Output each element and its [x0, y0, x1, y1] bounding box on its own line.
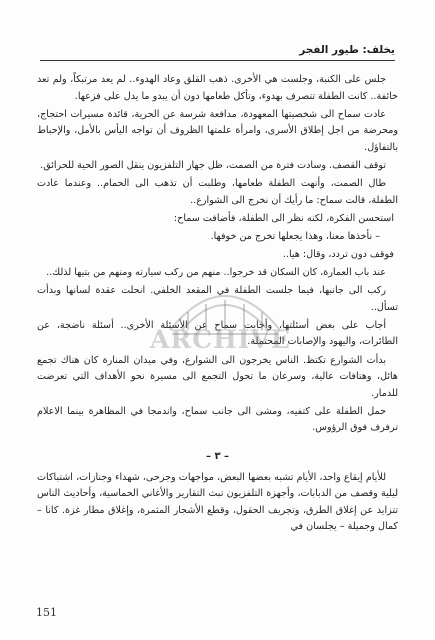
section-separator: – ٣ –: [205, 450, 230, 462]
paragraph: حمل الطفلة على كتفيه، ومشى الى جانب سماح، واندمجا في المظاهرة بينما الاعلام ترفرف فوق الرؤوس.: [37, 405, 398, 434]
paragraph: استحسن الفكرة، لكنه نظر الى الطفلة، فأضافت سماح:: [173, 212, 394, 224]
paragraph: بدأت الشوارع تكتظ. الناس يخرجون الى الشوارع، وفي ميدان المنارة كان هناك تجمع هائل، وهتافات عالية، وسرعان ما تحول التجمع الى مسيرة نحو الأهداف التي تعرضت للدمار.: [37, 354, 398, 399]
running-header: [40, 44, 395, 58]
paragraph: ركب الى جانبها، فيما جلست الطفلة في المقعد الخلفي. انحلت عقدة لسانها وبدأت تسأل..: [37, 285, 398, 313]
running-header-title: يخلف: طيور الفجر: [299, 44, 395, 56]
paragraph: أجاب على بعض أسئلتها، وأجابت سماح عن الأسئلة الأخرى.. أسئلة ناضجة، عن الطائرات، واليهود والإصابات المحتملة.: [37, 319, 398, 348]
paragraph: جلس على الكنبة، وجلست هي الأخرى. ذهب القلق وعاد الهدوء.. لم يعد مرتبكاً، ولم تعد خائفة.. كانت الطفلة تتصرف بهدوء، وتأكل طعامها دون أن يبدو ما يدل على فزعها.: [37, 74, 398, 102]
dialog-line: – نأخذها معنا، وهذا يجعلها تخرج من خوفها.: [210, 230, 380, 242]
header-divider: [40, 60, 395, 61]
page-body: [37, 72, 398, 537]
page-number: 151: [36, 606, 57, 619]
paragraph: طال الصمت، وأنهت الطفلة طعامها، وطلبت أن تذهب الى الحمام.. وعندما عادت الطفلة، قالت سماح: ما رأيك أن نخرج الى الشوارع..: [37, 178, 398, 206]
paragraph: عادت سماح الى شخصيتها المعهودة، مدافعة شرسة عن الحرية، قائدة مسيرات احتجاج، ومحرضة من اجل إطلاق الأسرى، وامرأة علمتها الظروف أن تواجه اليأس بالأمل، والإحباط بالتفاؤل.: [37, 108, 398, 153]
watermark-text: ARCHIVE: [150, 325, 291, 354]
paragraph: للأيام إيقاع واحد، الأيام تشبه بعضها البعض، مواجهات وجرحى، شهداء وجنازات، اشتباكات ليلية وقصف من الدبابات، وأجهزة التلفزيون تبث التقارير والأغاني الحماسية، وأحاديث الناس تتزايد عن إغلاق الطرق، وتجريف الحقول، وقطع الأشجار المثمرة، وإغلاق مطار غزة. كانا – كمال وجميلة – يجلسان في: [37, 471, 398, 533]
paragraph: فوقف دون تردد، وقال: هيا..: [282, 248, 394, 260]
paragraph: توقف القصف. وسادت فترة من الصمت، ظل جهاز التلفزيون ينقل الصور الحية للحرائق.: [40, 159, 386, 171]
paragraph: عند باب العمارة، كان السكان قد خرجوا.. منهم من ركب سيارته ومنهم من بتيها لذلك..: [46, 267, 386, 279]
